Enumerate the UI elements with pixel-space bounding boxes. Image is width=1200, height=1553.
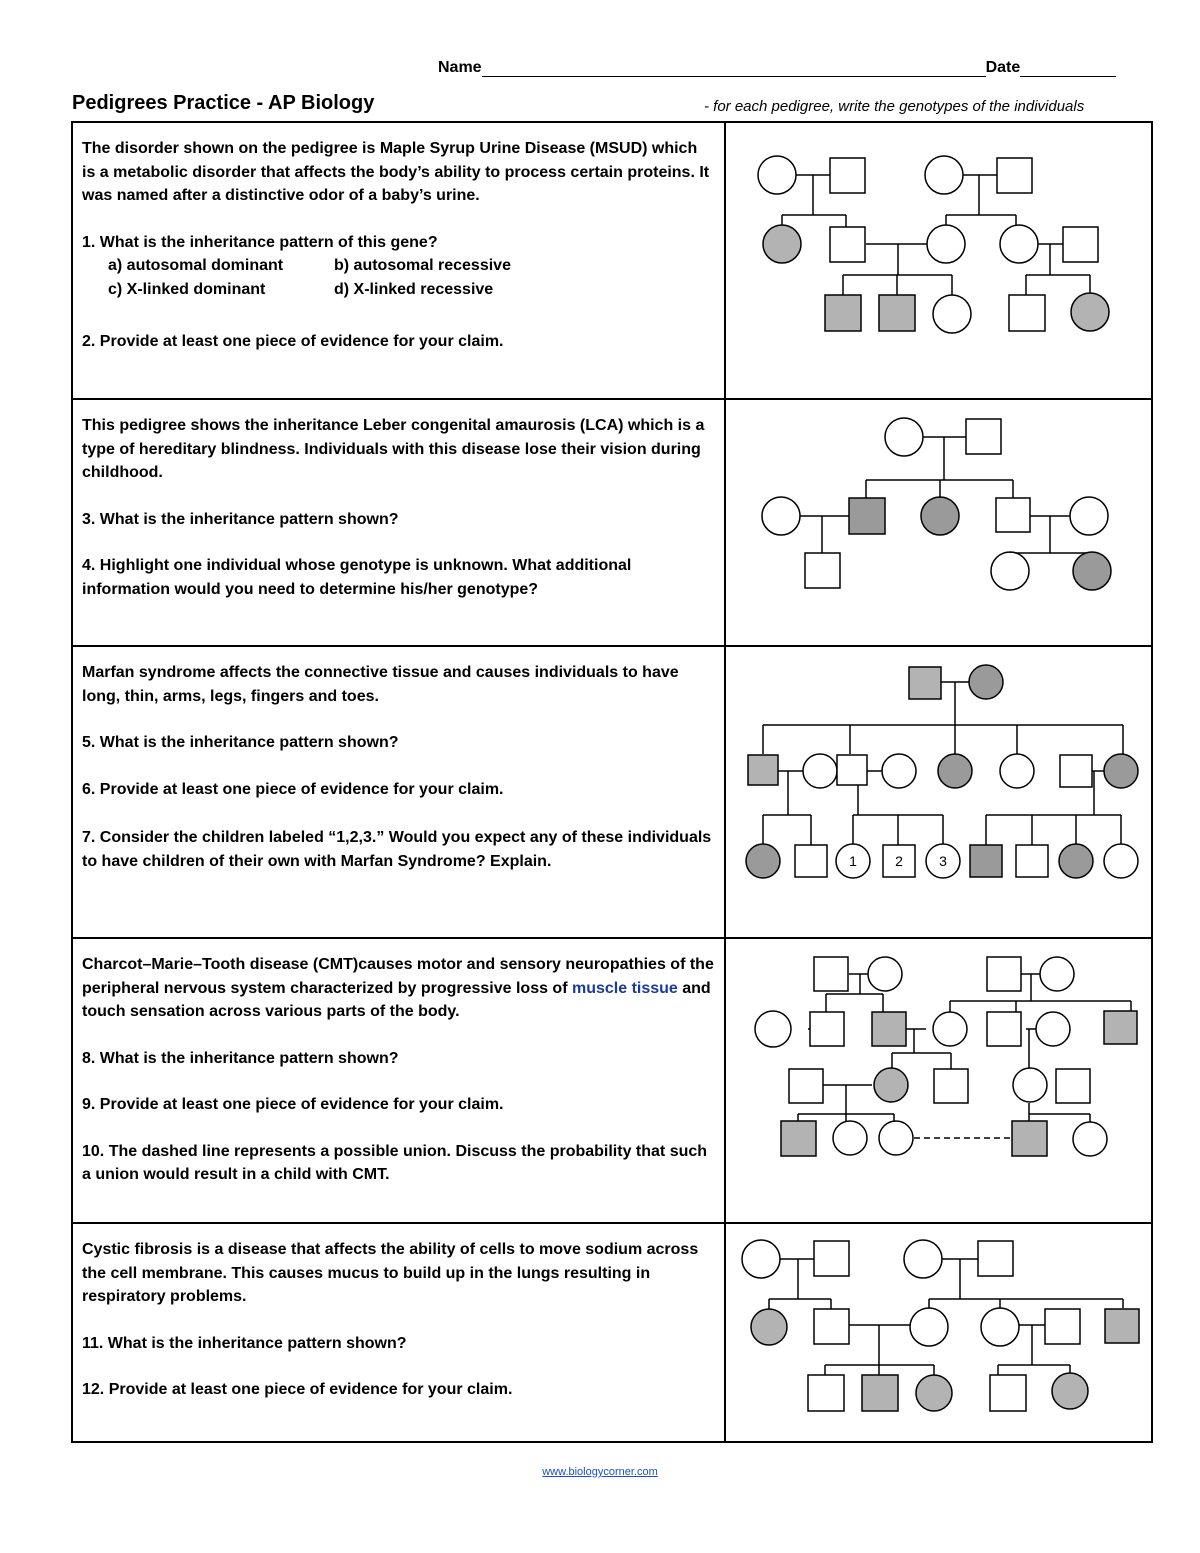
affected-male-individual[interactable] (849, 498, 885, 534)
affected-female-individual[interactable] (1052, 1373, 1088, 1409)
affected-male-individual[interactable] (909, 667, 941, 699)
section-text (72, 1223, 725, 1442)
worksheet-table (71, 121, 1153, 1443)
pedigree-lca (726, 400, 1151, 640)
affected-male-individual[interactable] (1105, 1309, 1139, 1343)
pedigree-figure (725, 399, 1152, 646)
date-label: Date (985, 59, 1021, 76)
male-individual[interactable] (987, 1012, 1021, 1046)
male-individual[interactable] (814, 1241, 849, 1276)
female-individual[interactable] (910, 1308, 948, 1346)
question-9: 9. Provide at least one piece of evidence for your claim. (82, 1096, 504, 1113)
footer-link[interactable]: www.biologycorner.com (542, 1466, 658, 1478)
pedigree-figure (725, 1223, 1152, 1442)
male-individual[interactable] (805, 553, 840, 588)
name-label: Name (438, 59, 482, 76)
muscle-tissue-link[interactable]: muscle tissue (571, 979, 678, 997)
question-1: 1. What is the inheritance pattern of this gene? (82, 233, 438, 251)
affected-female-individual[interactable] (1059, 844, 1093, 878)
affected-female-individual[interactable] (938, 754, 972, 788)
question-5: 5. What is the inheritance pattern shown? (82, 734, 399, 751)
pedigree-figure (725, 938, 1152, 1223)
section-lca (72, 399, 1152, 646)
female-individual[interactable] (1000, 225, 1038, 263)
affected-female-individual[interactable] (921, 497, 959, 535)
male-individual[interactable] (996, 498, 1030, 532)
male-individual[interactable] (837, 755, 867, 785)
female-individual[interactable] (803, 754, 837, 788)
intro-text-end: and touch sensation across various parts of the body. (82, 979, 711, 1020)
affected-male-individual[interactable] (781, 1121, 816, 1156)
section-msud (72, 122, 1152, 399)
pedigree-figure (725, 122, 1152, 399)
question-7: 7. Consider the children labeled “1,2,3.” Would you expect any of these individuals to have children of their own with Marfan Syndrome? Explain. (82, 829, 712, 870)
question-3: 3. What is the inheritance pattern shown? (82, 510, 399, 528)
section-cmt (72, 938, 1152, 1223)
male-individual[interactable] (1060, 755, 1092, 787)
page-title: Pedigrees Practice - AP Biology (72, 92, 375, 114)
child-label-1: 1 (849, 853, 857, 869)
section-text (72, 646, 725, 938)
question-11: 11. What is the inheritance pattern shown? (82, 1334, 407, 1352)
male-individual[interactable] (1009, 295, 1045, 331)
section-text (72, 122, 725, 399)
section-intro: Cystic fibrosis is a disease that affects the ability of cells to move sodium across the cell membrane. This causes mucus to build up in the lungs resulting in respiratory problems. (82, 1241, 699, 1305)
affected-male-individual[interactable] (970, 845, 1002, 877)
female-individual[interactable] (882, 754, 916, 788)
male-individual[interactable] (814, 957, 848, 991)
male-individual[interactable] (808, 1375, 844, 1411)
male-individual[interactable] (990, 1375, 1026, 1411)
affected-male-individual[interactable] (825, 295, 861, 331)
female-individual[interactable] (1000, 754, 1034, 788)
date-blank[interactable] (1020, 58, 1116, 77)
female-individual[interactable] (981, 1308, 1019, 1346)
male-individual[interactable] (810, 1012, 844, 1046)
intro-text: Charcot–Marie–Tooth disease (CMT)causes motor and sensory neuropathies of the peripheral nervous system characterized by progressive loss of (82, 956, 714, 997)
question-4: 4. Highlight one individual whose genotype is unknown. What additional information would you need to determine his/her genotype? (82, 557, 632, 598)
male-individual[interactable] (789, 1069, 823, 1103)
option-a[interactable]: a) autosomal dominant (108, 257, 284, 274)
section-intro: Marfan syndrome affects the connective tissue and causes individuals to have long, thin, arms, legs, fingers and toes. (82, 664, 679, 705)
female-individual[interactable] (755, 1011, 791, 1047)
affected-male-individual[interactable] (1012, 1121, 1047, 1156)
male-individual[interactable] (1045, 1309, 1080, 1344)
name-blank[interactable] (482, 58, 986, 77)
section-marfan (72, 646, 1152, 938)
section-intro: The disorder shown on the pedigree is Maple Syrup Urine Disease (MSUD) which is a metabolic disorder that affects the body’s ability to process certain proteins. It was named after a distinctive odor of a baby’s urine. (82, 140, 710, 204)
male-individual[interactable] (1063, 227, 1098, 262)
male-individual[interactable] (934, 1069, 968, 1103)
female-individual[interactable] (1036, 1012, 1070, 1046)
female-individual[interactable] (1013, 1068, 1047, 1102)
section-intro: This pedigree shows the inheritance Leber congenital amaurosis (LCA) which is a type of hereditary blindness. Individuals with this disease lose their vision during childhood. (82, 417, 705, 481)
female-individual[interactable] (933, 295, 971, 333)
instruction-text: - for each pedigree, write the genotypes of the individuals (704, 98, 1085, 115)
pedigree-lines (800, 437, 1088, 553)
female-individual[interactable] (1104, 844, 1138, 878)
pedigree-msud (726, 123, 1151, 393)
name-date-line (438, 58, 1116, 77)
female-individual[interactable] (879, 1121, 913, 1155)
pedigree-figure (725, 646, 1152, 938)
male-individual[interactable] (1016, 845, 1048, 877)
child-label-2: 2 (895, 853, 903, 869)
affected-female-individual[interactable] (1073, 552, 1111, 590)
pedigree-cystic-fibrosis (726, 1224, 1151, 1436)
section-intro (82, 953, 714, 1024)
female-individual[interactable] (868, 957, 902, 991)
pedigree-marfan (726, 647, 1151, 932)
male-individual[interactable] (814, 1309, 849, 1344)
male-individual[interactable] (987, 957, 1021, 991)
male-individual[interactable] (966, 419, 1001, 454)
section-text (72, 399, 725, 646)
affected-female-individual[interactable] (1104, 754, 1138, 788)
female-individual[interactable] (762, 497, 800, 535)
affected-male-individual[interactable] (872, 1012, 906, 1046)
female-individual[interactable] (758, 156, 796, 194)
affected-male-individual[interactable] (1104, 1011, 1137, 1044)
male-individual[interactable] (1056, 1069, 1090, 1103)
affected-female-individual[interactable] (916, 1375, 952, 1411)
female-individual[interactable] (1070, 497, 1108, 535)
affected-male-individual[interactable] (879, 295, 915, 331)
female-individual[interactable] (925, 156, 963, 194)
pedigree-cmt (726, 939, 1151, 1217)
female-individual[interactable] (1073, 1122, 1107, 1156)
male-individual[interactable] (795, 845, 827, 877)
question-12: 12. Provide at least one piece of evidence for your claim. (82, 1381, 513, 1398)
male-individual[interactable] (978, 1241, 1013, 1276)
child-label-3: 3 (939, 853, 947, 869)
male-individual[interactable] (830, 227, 865, 262)
section-text (72, 938, 725, 1223)
female-individual[interactable] (1040, 957, 1074, 991)
affected-female-individual[interactable] (746, 844, 780, 878)
section-cystic-fibrosis (72, 1223, 1152, 1442)
affected-female-individual[interactable] (1071, 293, 1109, 331)
option-b[interactable]: b) autosomal recessive (334, 257, 511, 274)
affected-female-individual[interactable] (763, 225, 801, 263)
affected-female-individual[interactable] (874, 1068, 908, 1102)
question-8: 8. What is the inheritance pattern shown? (82, 1049, 399, 1067)
pedigree-lines (798, 974, 1131, 1138)
female-individual[interactable] (742, 1240, 780, 1278)
question-10: 10. The dashed line represents a possible union. Discuss the probability that such a union would result in a child with CMT. (82, 1142, 708, 1183)
female-individual[interactable] (904, 1240, 942, 1278)
male-individual[interactable] (997, 158, 1032, 193)
option-d[interactable]: d) X-linked recessive (334, 280, 494, 298)
affected-female-individual[interactable] (969, 665, 1003, 699)
male-individual[interactable] (830, 158, 865, 193)
female-individual[interactable] (833, 1121, 867, 1155)
option-c[interactable]: c) X-linked dominant (108, 280, 266, 298)
female-individual[interactable] (991, 552, 1029, 590)
question-6: 6. Provide at least one piece of evidence for your claim. (82, 780, 504, 798)
affected-male-individual[interactable] (862, 1375, 898, 1411)
female-individual[interactable] (933, 1012, 967, 1046)
question-2: 2. Provide at least one piece of evidence for your claim. (82, 333, 504, 350)
affected-female-individual[interactable] (751, 1309, 787, 1345)
female-individual[interactable] (927, 225, 965, 263)
answer-options (108, 254, 714, 301)
female-individual[interactable] (885, 418, 923, 456)
affected-male-individual[interactable] (748, 755, 778, 785)
